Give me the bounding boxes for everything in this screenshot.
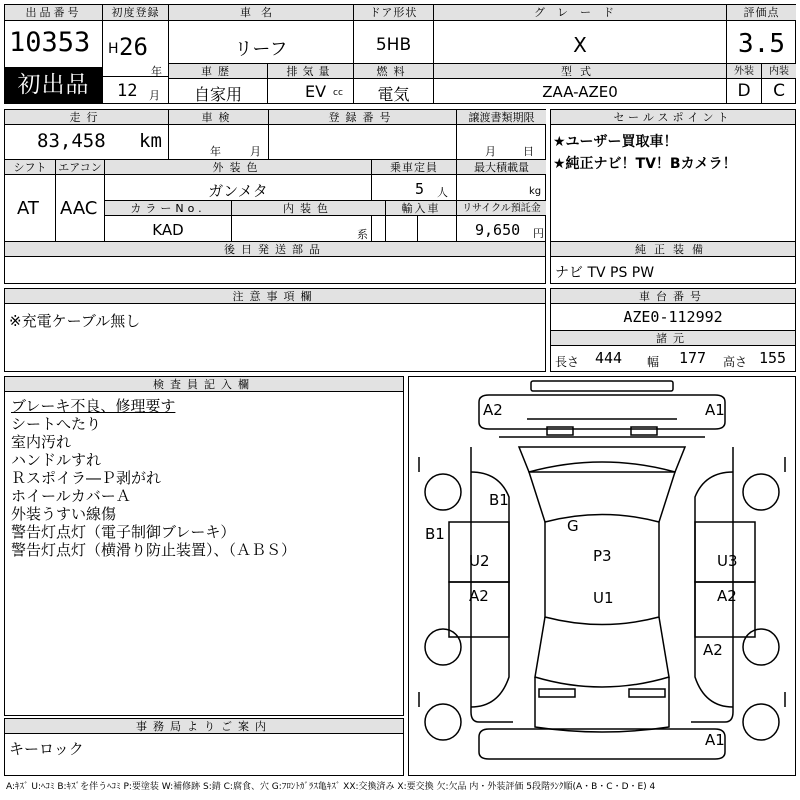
length-label: 長さ [555, 355, 580, 369]
damage-mark: A1 [705, 731, 725, 749]
sales-point-box [550, 109, 796, 284]
recycle-unit: 円 [533, 227, 544, 240]
car-name-value: リーフ [234, 39, 288, 60]
grade-label: グレード [434, 5, 726, 21]
equipment-label: 純正装備 [551, 242, 795, 257]
mileage-value: 83,458 [37, 130, 106, 152]
spec-table [4, 109, 546, 284]
month-unit: 月 [149, 89, 160, 102]
extcolor-value: ガンメタ [208, 182, 268, 200]
history-value: 自家用 [193, 85, 242, 104]
lot-label: 出品番号 [5, 5, 102, 21]
inspector-line: シートへたり [11, 415, 102, 433]
int-label: 内装 [762, 64, 796, 79]
damage-mark: B1 [425, 525, 445, 543]
inspector-line: Ｒスポイラ―Ｐ剥がれ [11, 469, 162, 487]
ac-label: エアコン [56, 160, 104, 175]
shift-value: AT [17, 198, 39, 219]
fuel-value: 電気 [377, 85, 410, 104]
car-diagram [408, 376, 796, 776]
chassis-box [550, 288, 796, 372]
reg-year: 26 [119, 33, 148, 61]
notes-box [4, 288, 546, 372]
capacity-label: 乗車定員 [372, 160, 456, 175]
inspector-line: ブレーキ不良、修理要す [11, 397, 176, 415]
office-box [4, 718, 404, 776]
first-reg-cell [103, 5, 168, 103]
dims-label: 諸元 [551, 331, 795, 346]
capacity-value: 5 [415, 180, 425, 198]
damage-mark: U2 [469, 552, 490, 570]
door-value: 5HB [375, 35, 412, 55]
mileage-label: 走行 [5, 110, 168, 125]
inspector-line: 室内汚れ [11, 433, 72, 451]
regno-label: 登録番号 [269, 110, 456, 125]
damage-mark: B1 [489, 491, 509, 509]
width-label: 幅 [647, 355, 660, 369]
damage-mark: A2 [703, 641, 723, 659]
damage-mark: A1 [705, 401, 725, 419]
inspector-line: 警告灯点灯（電子制御ブレーキ） [11, 523, 236, 541]
intcolor-unit: 系 [357, 228, 368, 241]
damage-mark: U3 [717, 552, 738, 570]
intcolor-label: 内装色 [232, 201, 385, 216]
door-label: ドア形状 [354, 5, 433, 21]
recycle-value: 9,650 [475, 221, 521, 239]
damage-mark: U1 [593, 589, 614, 607]
maxload-unit: kg [529, 186, 542, 197]
score-label: 評価点 [727, 5, 796, 21]
inspection-label: 車検 [169, 110, 268, 125]
transfer-day-unit: 日 [523, 145, 534, 158]
maxload-label: 最大積載量 [457, 160, 546, 175]
colorno-label: カラーNo. [105, 201, 231, 216]
chassis-label: 車台番号 [551, 289, 795, 304]
equipment-value: ナビ TV PS PW [555, 265, 655, 281]
reg-month: 12 [117, 81, 138, 101]
inspector-label: 検査員記入欄 [5, 377, 403, 392]
era: H [108, 41, 119, 57]
inspector-line: 外装うすい線傷 [11, 505, 117, 523]
inspector-box [4, 376, 404, 716]
lot-cell [5, 5, 102, 103]
chassis-value: AZE0-112992 [623, 308, 723, 326]
displacement-unit: cc [333, 88, 343, 98]
first-reg-label: 初度登録 [103, 5, 168, 21]
notes-label: 注意事項欄 [5, 289, 545, 304]
office-value: キーロック [9, 740, 84, 758]
colorno-value: KAD [152, 221, 184, 239]
import-label: 輸入車 [386, 201, 456, 216]
mileage-unit: km [139, 130, 162, 152]
grade-value: X [573, 33, 587, 57]
lot-number: 10353 [9, 27, 91, 58]
sales-point-line: ★純正ナビ！TV！Bカメラ！ [553, 156, 737, 172]
inspection-month-unit: 月 [250, 145, 261, 158]
sales-point-line: ★ユーザー買取車！ [553, 134, 678, 150]
transfer-label: 譲渡書類期限 [457, 110, 546, 125]
later-parts-label: 後日発送部品 [5, 242, 545, 257]
transfer-month-unit: 月 [485, 145, 496, 158]
recycle-label: リサイクル預託金 [457, 201, 546, 216]
inspector-line: 警告灯点灯（横滑り防止装置）、（ＡＢＳ） [11, 541, 297, 559]
inspector-line: ハンドルすれ [11, 451, 102, 469]
length-value: 444 [595, 349, 623, 367]
int-score: C [773, 81, 785, 101]
extcolor-label: 外装色 [105, 160, 371, 175]
damage-mark: A2 [469, 587, 489, 605]
car-outline-svg [409, 377, 795, 775]
damage-mark: A2 [483, 401, 503, 419]
height-value: 155 [759, 349, 787, 367]
inspector-line: ホイールカバーＡ [11, 487, 131, 505]
notes-value: ※充電ケーブル無し [9, 312, 141, 330]
displacement-value: EV [305, 82, 327, 101]
sales-point-label: セールスポイント [551, 110, 795, 125]
shift-label: シフト [5, 160, 55, 175]
model-value: ZAA-AZE0 [542, 83, 618, 101]
legend-text: A:ｷｽﾞ U:ﾍｺﾐ B:ｷｽﾞを伴うﾍｺﾐ P:要塗装 W:補修跡 S:錆 C:腐食、穴 G:ﾌﾛﾝﾄｶﾞﾗｽ亀ｷｽﾞ XX:交換済み X:要交換 欠:欠品 内・外装評価 5段階ﾗﾝｸ順(A・B・C・D・E) 4 [6, 782, 656, 792]
office-label: 事務局よりご案内 [5, 719, 403, 734]
first-listing-badge: 初出品 [5, 67, 102, 103]
car-name-label: 車名 [169, 5, 353, 21]
ext-score: D [737, 81, 751, 101]
history-label: 車歴 [169, 64, 267, 79]
height-label: 高さ [723, 355, 748, 369]
inspection-year-unit: 年 [210, 145, 221, 158]
damage-mark: A2 [717, 587, 737, 605]
width-value: 177 [679, 349, 707, 367]
top-section [4, 4, 796, 104]
capacity-unit: 人 [437, 186, 448, 199]
damage-mark: P3 [593, 547, 612, 565]
damage-mark: G [567, 517, 579, 535]
year-unit: 年 [151, 65, 162, 78]
score-value: 3.5 [738, 29, 785, 59]
displacement-label: 排気量 [268, 64, 353, 79]
model-label: 型式 [434, 64, 726, 79]
ac-value: AAC [60, 198, 98, 219]
ext-label: 外装 [727, 64, 761, 79]
fuel-label: 燃料 [354, 64, 433, 79]
